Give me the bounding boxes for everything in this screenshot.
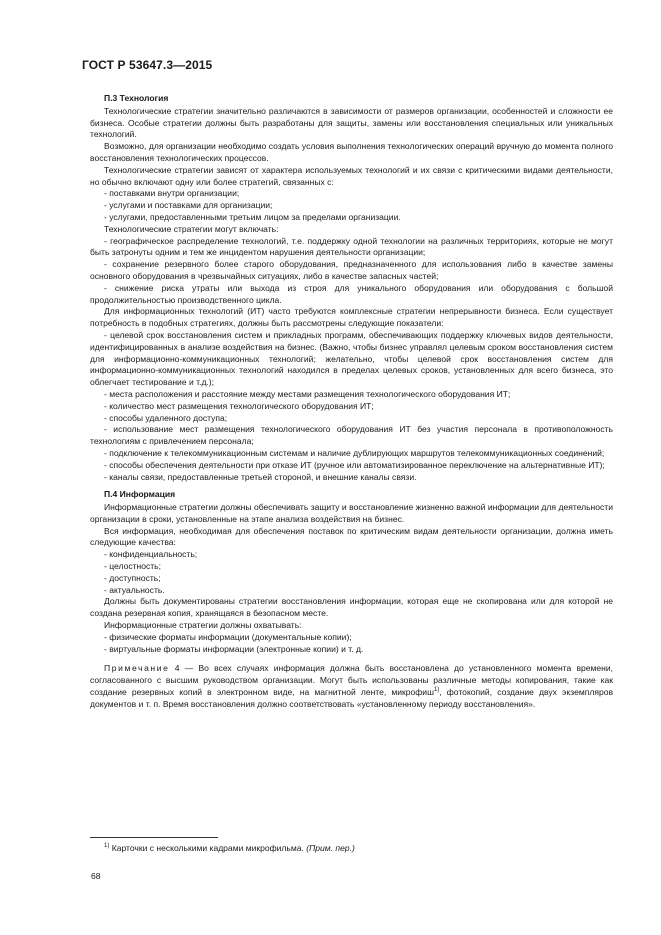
list-item: - места расположения и расстояние между местами размещения технологического оборудования ИТ;: [104, 388, 511, 399]
list-item: - целевой срок восстановления систем и прикладных программ, обеспечивающих поддержку ключевых видов деятельности, идентифицированных в анализе воздействия на бизнес. (Важно, чтобы бизнес управлял целевым сроком восстановления систем для информационно-коммуникационных технологий; желательно, чтобы целевой срок восстановления систем для информационно-коммуникационных технологий находился в пределах целевых сроков, установленных для всего бизнеса, это облегчает тестирование и т.д.);: [90, 329, 613, 388]
list-item: - актуальность.: [104, 584, 165, 595]
list-item: - услугами, предоставленными третьим лицом за пределами организации.: [104, 211, 401, 222]
list-item: - способы обеспечения деятельности при отказе ИТ (ручное или автоматизированное переключение на альтернативные ИТ);: [104, 459, 605, 470]
list-item: - количество мест размещения технологического оборудования ИТ;: [104, 400, 374, 411]
note-label: Примечание: [104, 663, 170, 674]
paragraph: Для информационных технологий (ИТ) часто требуются комплексные стратегии непрерывности бизнеса. Если существует потребность в подобных стратегиях, должны быть рассмотрены следующие показатели:: [90, 306, 613, 329]
footnote: [104, 843, 355, 853]
list-item: - снижение риска утраты или выхода из строя для уникального оборудования или оборудования с большой продолжительностью производственного цикла.: [90, 282, 613, 305]
paragraph: Информационные стратегии должны охватывать:: [104, 620, 302, 631]
paragraph: Должны быть документированы стратегии восстановления информации, которая еще не скопирована или для которой не создана резервная копия, хранящаяся в безопасном месте.: [90, 596, 613, 619]
footnote-text: Карточки с несколькими кадрами микрофильма.: [109, 843, 307, 853]
list-item: - виртуальные форматы информации (электронные копии) и т. д.: [104, 643, 364, 654]
footnote-ref: 1): [433, 687, 440, 694]
list-item: - услугами и поставками для организации;: [104, 200, 273, 211]
note: [90, 663, 613, 710]
footnote-marker: 1): [104, 843, 110, 850]
note-text-continued: , фотокопий, создание двух экземпляров документов и т. п. Время восстановления должно соответствовать «установленному периоду восстановления».: [90, 687, 613, 709]
note-number: 4: [174, 663, 180, 674]
document-header: ГОСТ Р 53647.3—2015: [82, 58, 213, 72]
list-item: - конфиденциальность;: [104, 549, 198, 560]
footnote-translator-note: (Прим. пер.): [306, 843, 355, 853]
paragraph: Технологические стратегии значительно различаются в зависимости от размеров организации, особенностей и сложности ее бизнеса. Особые стратегии должны быть разработаны для защиты, замены или восстановления специальных или уникальных технологий.: [90, 105, 613, 140]
list-item: - целостность;: [104, 561, 162, 572]
list-item: - поставками внутри организации;: [104, 188, 240, 199]
list-item: - каналы связи, предоставленные третьей стороной, и внешние каналы связи.: [104, 471, 417, 482]
list-item: - доступность;: [104, 572, 161, 583]
list-item: - подключение к телекоммуникационным системам и наличие дублирующих маршрутов телекоммуникационных соединений;: [104, 447, 605, 458]
list-item: - использование мест размещения технологического оборудования ИТ без участия персонала в противоположность технологиям с привлечением персонала;: [90, 424, 613, 447]
list-item: - сохранение резервного более старого оборудования, предназначенного для использования либо в качестве замены основного оборудования в чрезвычайных ситуациях, либо в качестве запасных частей;: [90, 259, 613, 281]
list-item: - географическое распределение технологий, т.е. поддержку одной технологии на различных территориях, которые не могут быть затронуты одним и тем же инцидентом нарушения деятельности организации;: [90, 235, 613, 258]
page-number: 68: [91, 871, 101, 881]
section-heading-technology: П.3 Технология: [104, 93, 169, 103]
note-text: — Во всех случаях информация должна быть восстановлена до установленного момента времени, согласованного с высшим руководством организации. Могут быть использованы различные методы копирования, такие как создание резервных копий в электронном виде, на магнитной ленте, микрофиш: [90, 663, 613, 698]
list-item: - физические форматы информации (документальные копии);: [104, 631, 352, 642]
paragraph: Возможно, для организации необходимо создать условия выполнения технологических операций вручную до момента полного восстановления технологических процессов.: [90, 141, 613, 163]
paragraph: Информационные стратегии должны обеспечивать защиту и восстановление жизненно важной информации для деятельности организации в сроки, установленные на этапе анализа воздействия на бизнес.: [90, 502, 613, 524]
footnote-divider: [90, 837, 218, 838]
paragraph: Вся информация, необходимая для обеспечения поставок по критическим видам деятельности организации, должна иметь следующие качества:: [90, 525, 613, 548]
page-body: [90, 93, 613, 711]
list-item: - способы удаленного доступа;: [104, 412, 228, 423]
section-heading-information: П.4 Информация: [104, 489, 176, 500]
paragraph: Технологические стратегии зависят от характера используемых технологий и их связи с критическими видами деятельности, но обычно включают одну или более стратегий, связанных с:: [90, 164, 613, 187]
paragraph: Технологические стратегии могут включать:: [104, 223, 279, 234]
